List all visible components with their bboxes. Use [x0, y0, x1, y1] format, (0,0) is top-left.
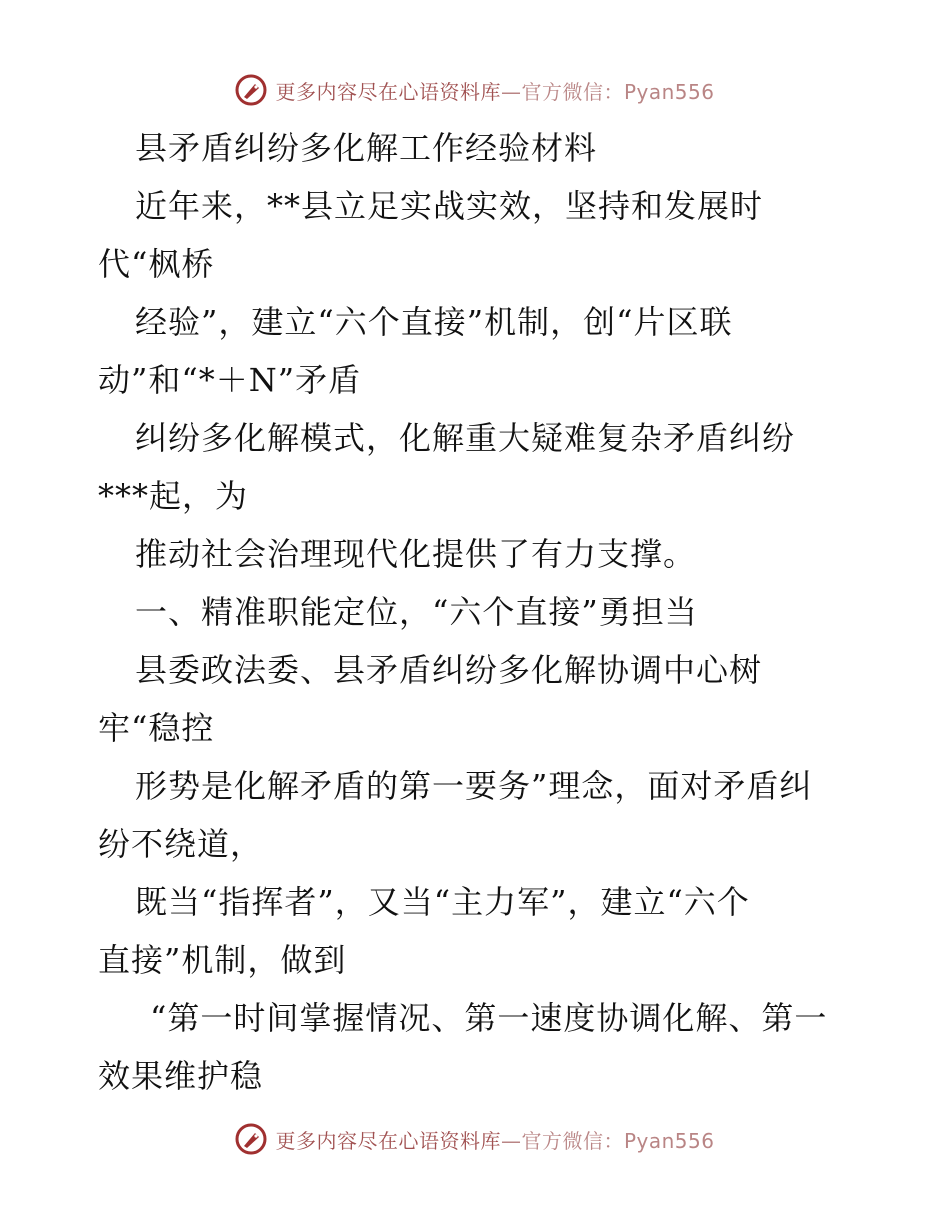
text-line-2: 代“枫桥 — [98, 245, 215, 283]
text-line-15: “第一时间掌握情况、第一速度协调化解、第一 — [150, 999, 828, 1037]
watermark-text-main: 更多内容尽在心语资料库 — [275, 1128, 501, 1153]
text-line-16: 效果维护稳 — [98, 1057, 264, 1095]
pen-nib-logo-icon — [235, 74, 267, 106]
text-line-4: 动”和“*＋N”矛盾 — [98, 361, 362, 399]
text-line-11: 形势是化解矛盾的第一要务”理念，面对矛盾纠 — [135, 767, 813, 805]
watermark-text-tail: 官方微信：Pyan556 — [521, 79, 715, 104]
watermark-text — [275, 76, 714, 105]
watermark-text-sep: — — [500, 1128, 522, 1153]
text-line-7: 推动社会治理现代化提供了有力支撑。 — [135, 535, 697, 573]
text-line-3: 经验”，建立“六个直接”机制，创“片区联 — [135, 303, 733, 341]
text-line-12: 纷不绕道， — [98, 825, 264, 863]
watermark-text-main: 更多内容尽在心语资料库 — [275, 79, 501, 104]
text-line-5: 纠纷多化解模式，化解重大疑难复杂矛盾纠纷 — [135, 419, 796, 457]
watermark-text — [275, 1125, 714, 1154]
document-title: 县矛盾纠纷多化解工作经验材料 — [135, 129, 598, 167]
watermark-text-sep: — — [500, 79, 522, 104]
text-line-13: 既当“指挥者”，又当“主力军”，建立“六个 — [135, 883, 750, 921]
section-heading-1: 一、精准职能定位，“六个直接”勇担当 — [135, 593, 698, 631]
pen-nib-logo-icon — [235, 1123, 267, 1155]
watermark-banner-bottom — [0, 1119, 950, 1159]
text-line-10: 牢“稳控 — [98, 709, 215, 747]
watermark-banner-top — [0, 70, 950, 110]
text-line-9: 县委政法委、县矛盾纠纷多化解协调中心树 — [135, 651, 763, 689]
text-line-14: 直接”机制，做到 — [98, 941, 347, 979]
text-line-1: 近年来，**县立足实战实效，坚持和发展时 — [135, 187, 764, 225]
text-line-6: ***起，为 — [98, 477, 249, 515]
watermark-text-tail: 官方微信：Pyan556 — [521, 1128, 715, 1153]
